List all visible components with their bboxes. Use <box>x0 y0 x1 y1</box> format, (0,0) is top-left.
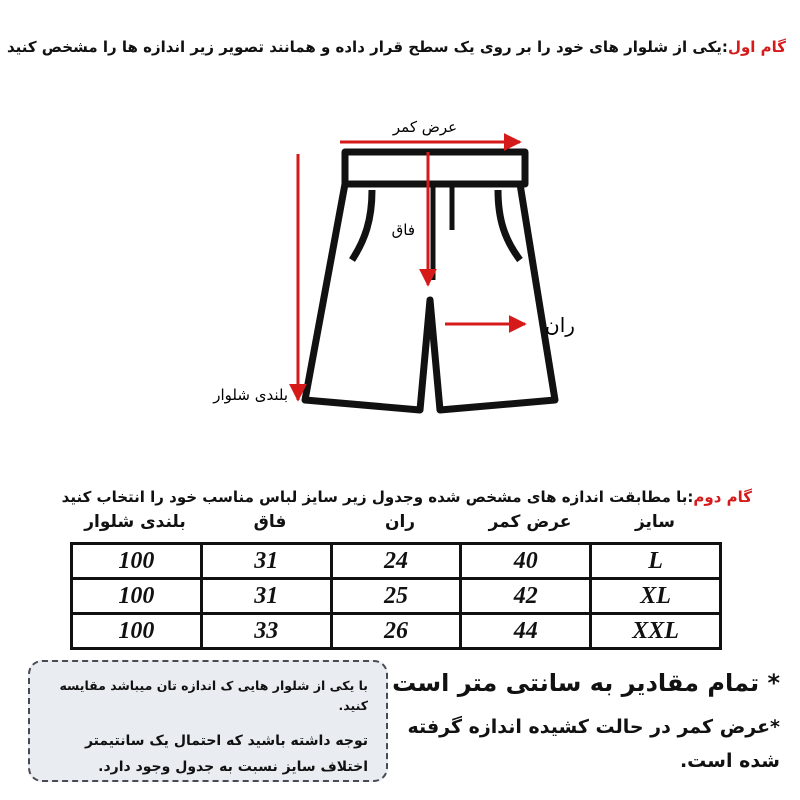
rise-label: فاق <box>391 221 415 239</box>
cell-size: L <box>591 544 721 579</box>
step2-title: گام دوم <box>693 488 752 506</box>
cell-length: 100 <box>72 614 202 649</box>
cell-thigh: 26 <box>331 614 461 649</box>
length-label: بلندی شلوار <box>213 386 288 404</box>
note-line1: با یکی از شلوار هایی ک اندازه تان میباشد مقایسه کنید. <box>59 678 368 713</box>
right-pocket-outline <box>498 190 520 260</box>
measurement-diagram <box>0 110 800 440</box>
header-thigh: ران <box>384 512 416 532</box>
table-header-row <box>70 512 722 538</box>
legs-outline <box>305 184 555 410</box>
header-waist: عرض کمر <box>488 512 572 532</box>
cell-thigh: 24 <box>331 544 461 579</box>
note-box <box>28 660 388 782</box>
size-table <box>70 542 722 650</box>
header-rise: فاق <box>253 512 287 532</box>
cell-length: 100 <box>72 544 202 579</box>
note-line2: توجه داشته باشید که احتمال یک سانتیمتر اختلاف سایز نسبت به جدول وجود دارد. <box>84 733 368 775</box>
step1-title: گام اول <box>727 38 786 56</box>
cell-length: 100 <box>72 579 202 614</box>
left-pocket-outline <box>352 190 372 260</box>
shorts-outline <box>305 152 555 410</box>
cell-rise: 31 <box>201 579 331 614</box>
table-row <box>72 544 721 579</box>
step2-text: :با مطابقت اندازه های مشخص شده وجدول زیر سایز لباس مناسب خود را انتخاب کنید <box>61 488 694 506</box>
table-row <box>72 614 721 649</box>
cell-rise: 31 <box>201 544 331 579</box>
cell-waist: 40 <box>461 544 591 579</box>
step2-instruction <box>12 488 752 506</box>
header-size: سایز <box>634 512 676 532</box>
cell-size: XL <box>591 579 721 614</box>
bullet-waist-note: *عرض کمر در حالت کشیده اندازه گرفته شده است. <box>407 716 780 772</box>
cell-waist: 42 <box>461 579 591 614</box>
notes-bullets <box>380 662 780 778</box>
table-row <box>72 579 721 614</box>
waistband-outline <box>345 152 525 184</box>
waist-label: عرض کمر <box>392 118 458 136</box>
header-length: بلندی شلوار <box>84 512 186 532</box>
step1-text: :یکی از شلوار های خود را بر روی یک سطح قرار داده و همانند تصویر زیر اندازه ها را مشخص کنید <box>6 38 728 56</box>
bullet-units: * تمام مقادیر به سانتی متر است <box>392 669 780 697</box>
step1-instruction <box>6 38 786 56</box>
cell-thigh: 25 <box>331 579 461 614</box>
cell-waist: 44 <box>461 614 591 649</box>
cell-rise: 33 <box>201 614 331 649</box>
cell-size: XXL <box>591 614 721 649</box>
thigh-label: ران <box>545 313 575 337</box>
